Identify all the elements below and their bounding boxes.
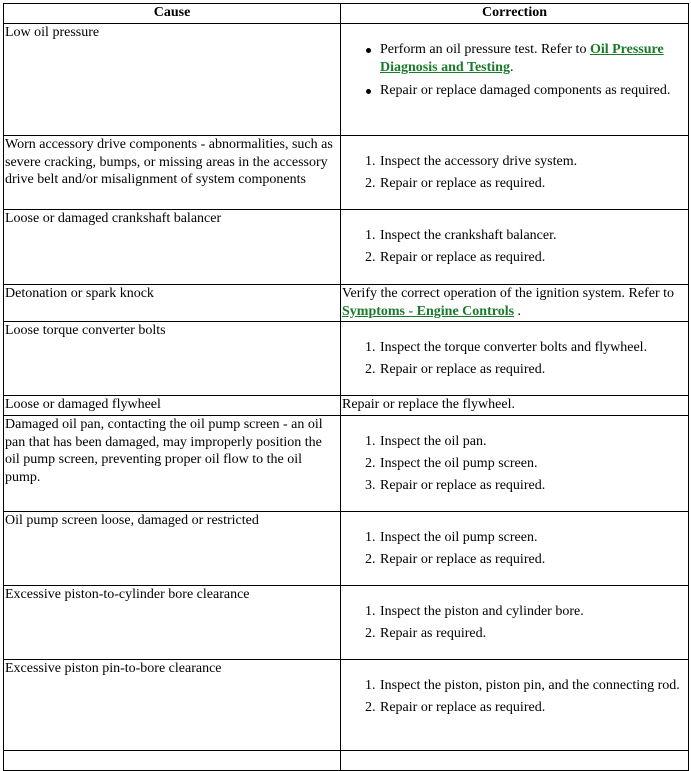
list-item: 2. Repair or replace as required. [365, 552, 546, 567]
list-item: 2. Repair or replace as required. [365, 250, 546, 265]
list-item [342, 82, 687, 100]
cause-cell: Loose torque converter bolts [4, 322, 341, 396]
cause-cell [4, 751, 341, 771]
cause-cell: Excessive piston-to-cylinder bore clearance [4, 586, 341, 660]
cause-cell: Damaged oil pan, contacting the oil pump screen - an oil pan that has been damaged, may improperly position the oil pump screen, preventing proper oil flow to the oil pump. [4, 416, 341, 512]
correction-cell [341, 322, 689, 396]
table-row [4, 396, 689, 416]
correction-step-list [342, 153, 687, 193]
correction-cell [341, 210, 689, 285]
list-item: 1. Inspect the oil pump screen. [365, 530, 538, 545]
correction-cell [341, 24, 689, 136]
correction-text-suffix: . [514, 303, 522, 319]
cause-cell: Oil pump screen loose, damaged or restricted [4, 512, 341, 586]
bullet-text-suffix: . [509, 59, 514, 75]
cause-cell: Detonation or spark knock [4, 285, 341, 322]
list-item: 1. Inspect the accessory drive system. [365, 154, 578, 169]
correction-cell [341, 512, 689, 586]
correction-cell [341, 586, 689, 660]
table-row [4, 660, 689, 751]
bullet-text: Repair or replace damaged components as required. [380, 83, 671, 98]
table-row [4, 24, 689, 136]
cause-cell: Low oil pressure [4, 24, 341, 136]
correction-cell [341, 285, 689, 322]
header-correction: Correction [341, 4, 689, 24]
list-item: 1. Inspect the torque converter bolts and flywheel. [365, 340, 648, 355]
cause-cell: Loose or damaged flywheel [4, 396, 341, 416]
correction-cell [341, 136, 689, 210]
list-item [342, 41, 687, 76]
list-item: 2. Repair or replace as required. [365, 176, 546, 191]
header-row [4, 4, 689, 24]
correction-step-list [342, 677, 687, 717]
bullet-icon [366, 48, 371, 53]
correction-bullet-list [342, 41, 687, 100]
correction-cell [341, 660, 689, 751]
correction-step-list [342, 603, 687, 643]
correction-step-list [342, 339, 687, 379]
table-row [4, 416, 689, 512]
table-row [4, 210, 689, 285]
list-item: 2. Repair as required. [365, 626, 487, 641]
list-item: 3. Repair or replace as required. [365, 478, 546, 493]
table-row [4, 512, 689, 586]
bullet-icon [366, 89, 371, 94]
list-item: 2. Inspect the oil pump screen. [365, 456, 538, 471]
correction-step-list [342, 227, 687, 267]
list-item: 2. Repair or replace as required. [365, 700, 546, 715]
bullet-text: Perform an oil pressure test. Refer to [380, 42, 590, 57]
table-row [4, 322, 689, 396]
correction-cell: Repair or replace the flywheel. [341, 396, 689, 416]
list-item: 1. Inspect the piston, piston pin, and the connecting rod. [365, 678, 680, 693]
table-row-partial [4, 751, 689, 771]
list-item: 1. Inspect the piston and cylinder bore. [365, 604, 584, 619]
diagnostic-table [3, 3, 689, 771]
correction-cell [341, 416, 689, 512]
cause-cell: Excessive piston pin-to-bore clearance [4, 660, 341, 751]
correction-step-list [342, 529, 687, 569]
header-cause: Cause [4, 4, 341, 24]
table-row [4, 285, 689, 322]
list-item: 2. Repair or replace as required. [365, 362, 546, 377]
list-item: 1. Inspect the crankshaft balancer. [365, 228, 557, 243]
oil-pressure-diagnosis-link[interactable]: Oil Pressure Diagnosis and Testing [380, 42, 664, 75]
list-item: 1. Inspect the oil pan. [365, 434, 487, 449]
cause-cell: Loose or damaged crankshaft balancer [4, 210, 341, 285]
correction-text: Verify the correct operation of the ignition system. Refer to [342, 286, 675, 301]
correction-step-list [342, 433, 687, 495]
symptoms-engine-controls-link[interactable]: Symptoms - Engine Controls [342, 303, 515, 319]
table-row [4, 136, 689, 210]
correction-cell [341, 751, 689, 771]
table-row [4, 586, 689, 660]
cause-cell: Worn accessory drive components - abnormalities, such as severe cracking, bumps, or missing areas in the accessory drive belt and/or misalignment of system components [4, 136, 341, 210]
